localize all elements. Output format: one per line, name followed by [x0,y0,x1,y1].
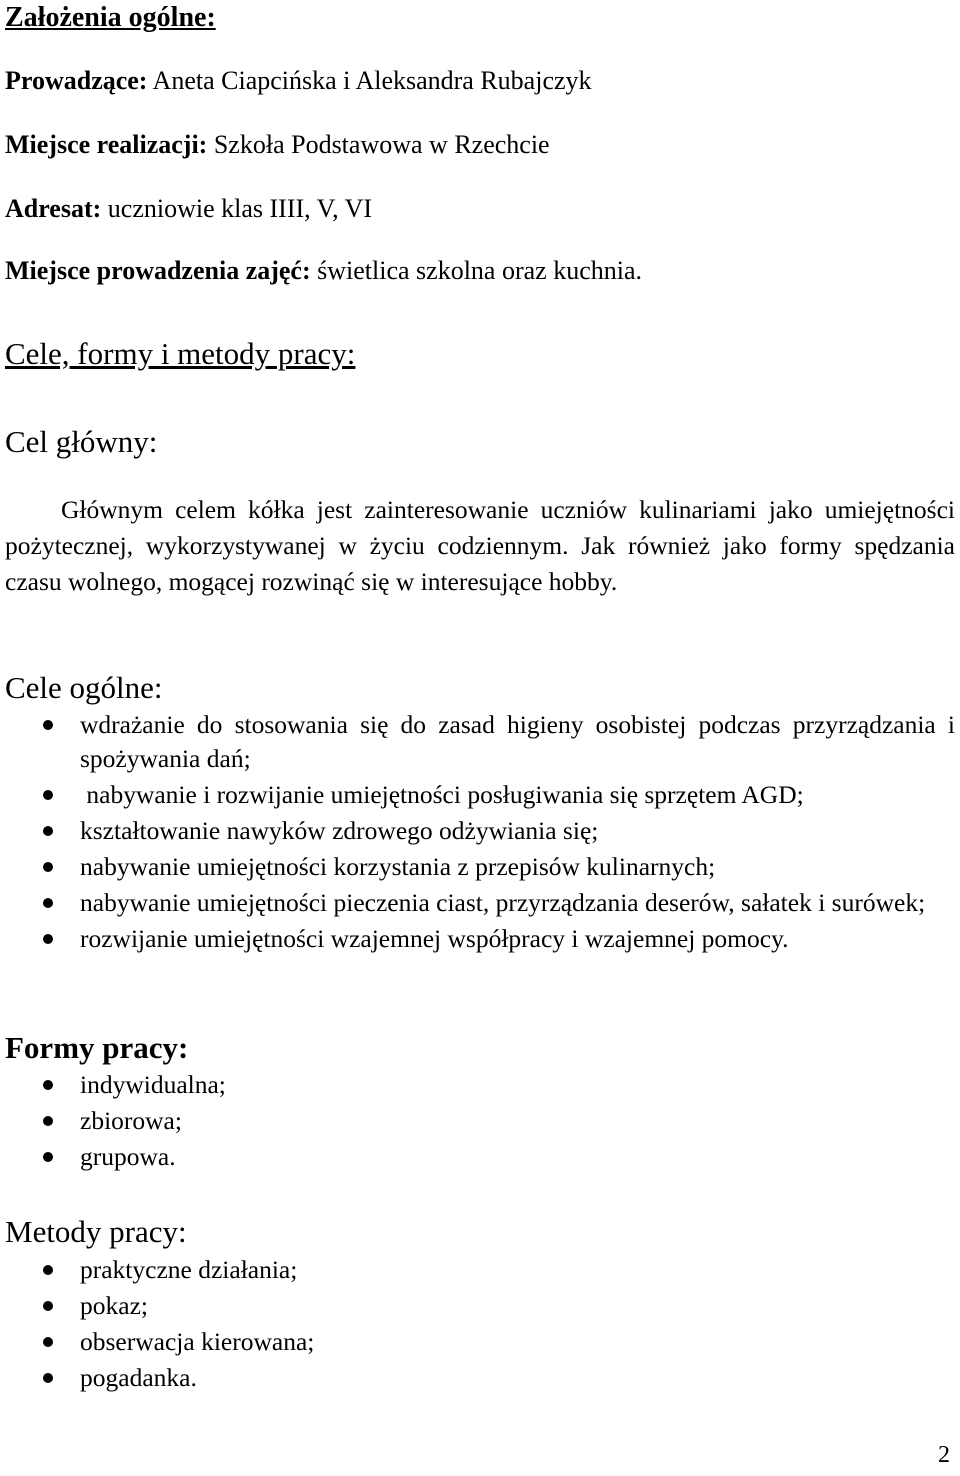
list-item: wdrażanie do stosowania się do zasad higieny osobistej podczas przyrządzania i spożywania dań; [5,708,955,776]
info-label: Prowadzące: [5,66,148,95]
info-label: Miejsce realizacji: [5,130,208,159]
info-value: Szkoła Podstawowa w Rzechcie [213,130,550,159]
info-value: Aneta Ciapcińska i Aleksandra Rubajczyk [152,66,592,95]
info-prowadzace [5,66,592,96]
list-item: zbiorowa; [5,1104,955,1138]
section-heading-metody-pracy: Metody pracy: [5,1214,187,1249]
section-heading-formy-pracy: Formy pracy: [5,1030,189,1065]
page-number: 2 [938,1442,950,1468]
info-miejsce-realizacji [5,130,550,160]
list-item: obserwacja kierowana; [5,1325,955,1359]
info-value: świetlica szkolna oraz kuchnia. [317,256,643,285]
info-miejsce-prowadzenia [5,256,642,286]
list-item: rozwijanie umiejętności wzajemnej współpracy i wzajemnej pomocy. [5,922,955,956]
section-heading-cel-glowny: Cel główny: [5,424,158,459]
list-item: kształtowanie nawyków zdrowego odżywiania się; [5,814,955,848]
section-heading-cele-formy-metody: Cele, formy i metody pracy: [5,336,356,371]
section-heading-zalozenia: Założenia ogólne: [5,2,216,33]
info-value: uczniowie klas IIII, V, VI [107,194,373,223]
info-label: Adresat: [5,194,102,223]
list-item: nabywanie umiejętności korzystania z przepisów kulinarnych; [5,850,955,884]
list-item: nabywanie i rozwijanie umiejętności posługiwania się sprzętem AGD; [5,778,955,812]
cel-glowny-text: Głównym celem kółka jest zainteresowanie uczniów kulinariami jako umiejętności pożytecznej, wykorzystywanej w życiu codziennym. Jak również jako formy spędzania czasu wolnego, mogącej rozwinąć się w interesujące hobby. [5,495,955,596]
list-item: nabywanie umiejętności pieczenia ciast, przyrządzania deserów, sałatek i surówek; [5,886,955,920]
info-label: Miejsce prowadzenia zajęć: [5,256,311,285]
formy-pracy-list [5,1068,955,1176]
section-heading-cele-ogolne: Cele ogólne: [5,670,163,705]
list-item: pokaz; [5,1289,955,1323]
list-item: grupowa. [5,1140,955,1174]
list-item: pogadanka. [5,1361,955,1395]
cele-ogolne-list [5,708,955,958]
list-item: praktyczne działania; [5,1253,955,1287]
metody-pracy-list [5,1253,955,1397]
list-item: indywidualna; [5,1068,955,1102]
info-adresat [5,194,372,224]
cel-glowny-paragraph [5,492,955,600]
